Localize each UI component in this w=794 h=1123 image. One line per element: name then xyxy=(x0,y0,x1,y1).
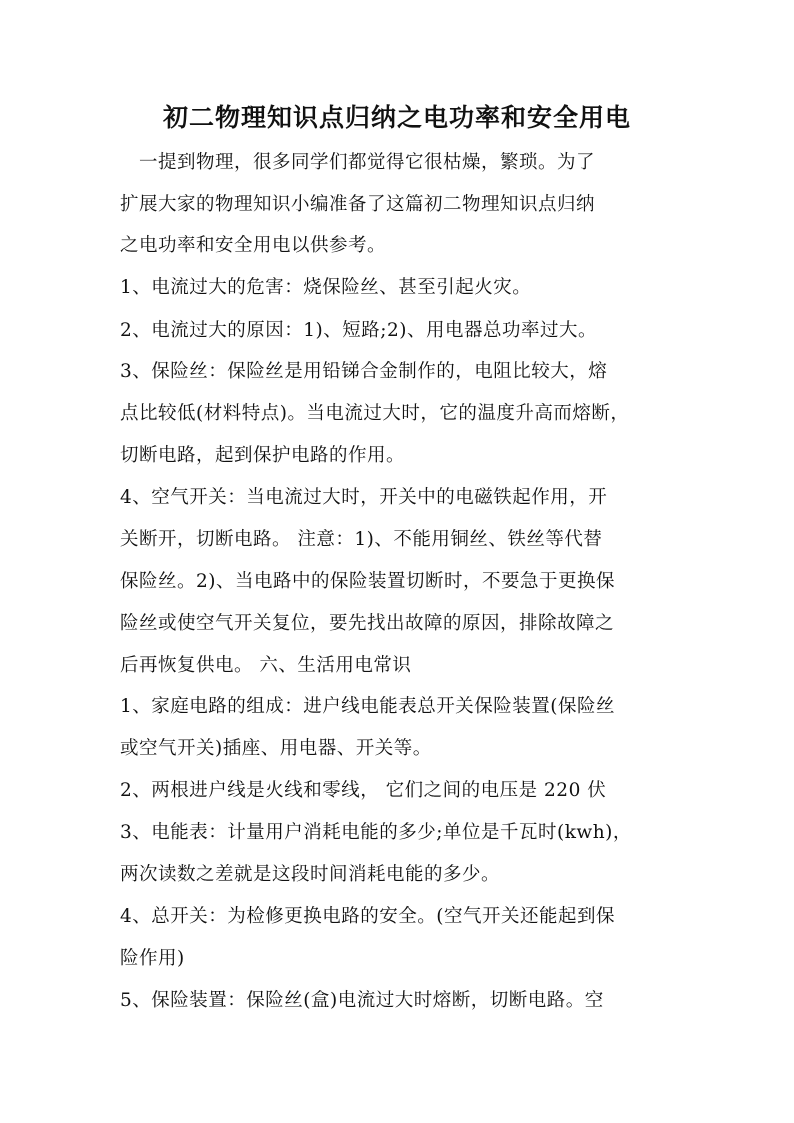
document-title: 初二物理知识点归纳之电功率和安全用电 xyxy=(162,103,631,132)
paragraph-line: 后再恢复供电。 六、生活用电常识 xyxy=(120,655,412,676)
paragraph-line: 险丝或使空气开关复位，要先找出故障的原因，排除故障之 xyxy=(120,613,615,634)
paragraph-line: 关断开，切断电路。 注意：1)、不能用铜丝、铁丝等代替 xyxy=(120,529,603,550)
paragraph-line: 2、两根进户线是火线和零线， 它们之间的电压是 220 伏 xyxy=(120,780,607,801)
paragraph-line: 切断电路，起到保护电路的作用。 xyxy=(120,445,406,466)
paragraph-line: 险作用) xyxy=(120,948,185,969)
paragraph-line: 1、家庭电路的组成：进户线电能表总开关保险装置(保险丝 xyxy=(120,696,615,717)
paragraph-line: 3、保险丝：保险丝是用铅锑合金制作的，电阻比较大，熔 xyxy=(120,361,608,382)
paragraph-line: 或空气开关)插座、用电器、开关等。 xyxy=(120,738,432,759)
paragraph-line: 4、总开关：为检修更换电路的安全。(空气开关还能起到保 xyxy=(120,906,615,927)
paragraph-line: 点比较低(材料特点)。当电流过大时，它的温度升高而熔断， xyxy=(120,403,630,424)
paragraph-line: 之电功率和安全用电以供参考。 xyxy=(120,235,387,256)
paragraph-line: 1、电流过大的危害：烧保险丝、甚至引起火灾。 xyxy=(120,277,532,298)
paragraph-line: 4、空气开关：当电流过大时，开关中的电磁铁起作用，开 xyxy=(120,487,608,508)
paragraph-line: 5、保险装置：保险丝(盒)电流过大时熔断，切断电路。空 xyxy=(120,990,604,1011)
paragraph-line: 两次读数之差就是这段时间消耗电能的多少。 xyxy=(120,864,501,885)
paragraph-line: 3、电能表：计量用户消耗电能的多少;单位是千瓦时(kwh)， xyxy=(120,822,632,843)
paragraph-line: 2、电流过大的原因：1)、短路;2)、用电器总功率过大。 xyxy=(120,320,597,341)
paragraph-line: 保险丝。2)、当电路中的保险装置切断时，不要急于更换保 xyxy=(120,571,615,592)
paragraph-line: 一提到物理，很多同学们都觉得它很枯燥，繁琐。为了 xyxy=(120,152,596,173)
paragraph-line: 扩展大家的物理知识小编准备了这篇初二物理知识点归纳 xyxy=(120,194,596,215)
